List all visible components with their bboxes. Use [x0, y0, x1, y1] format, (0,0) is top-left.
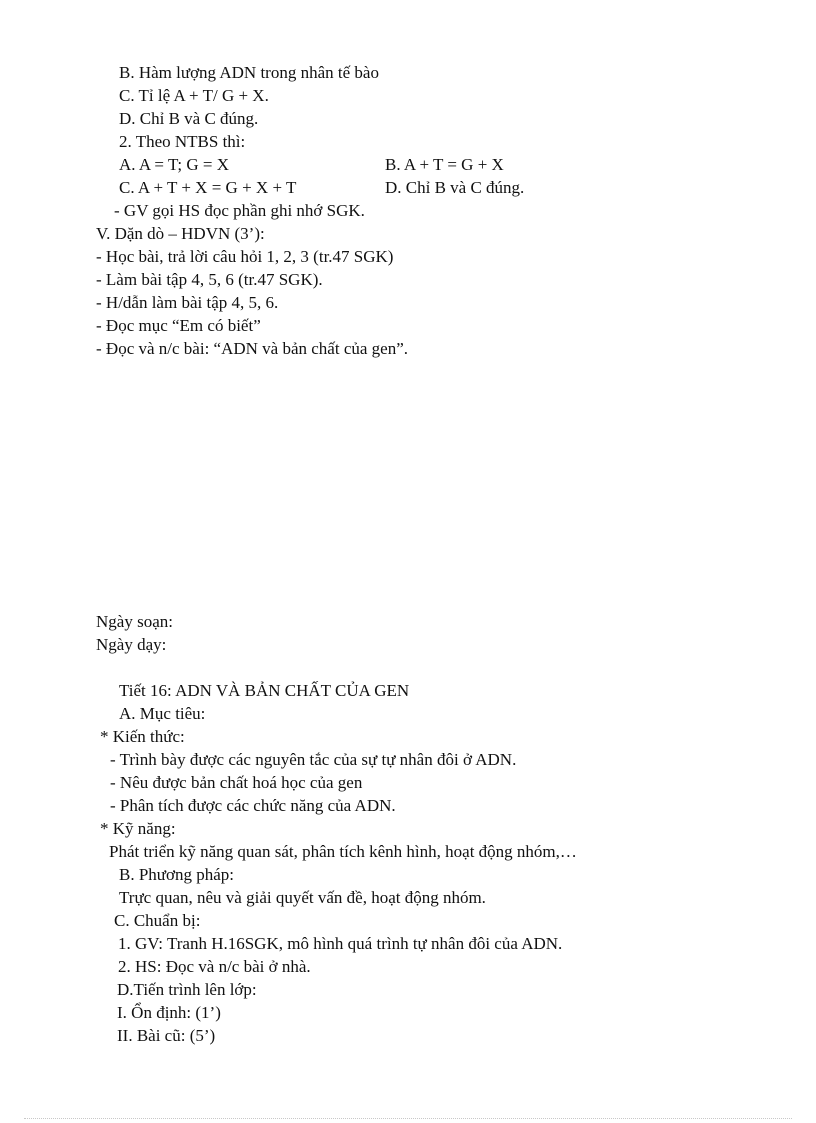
quiz-q2-option-d: D. Chỉ B và C đúng. [385, 178, 525, 197]
quiz-question-2: 2. Theo NTBS thì: [119, 132, 246, 151]
methods-heading: B. Phương pháp: [119, 865, 235, 884]
quiz-option-c: C. Tỉ lệ A + T/ G + X. [119, 86, 269, 105]
preparation-item: 1. GV: Tranh H.16SGK, mô hình quá trình tự nhân đôi của ADN. [118, 934, 563, 953]
knowledge-item: - Nêu được bản chất hoá học của gen [110, 773, 363, 792]
quiz-option-d: D. Chỉ B và C đúng. [119, 109, 259, 128]
knowledge-item: - Trình bày được các nguyên tắc của sự tự nhân đôi ở ADN. [110, 750, 517, 769]
knowledge-item: - Phân tích được các chức năng của ADN. [110, 796, 396, 815]
skills-heading: * Kỹ năng: [100, 819, 176, 838]
quiz-option-b: B. Hàm lượng ADN trong nhân tế bào [119, 63, 379, 82]
quiz-q2-option-a: A. A = T; G = X [119, 155, 230, 174]
knowledge-heading: * Kiến thức: [100, 727, 185, 746]
homework-heading: V. Dặn dò – HDVN (3’): [96, 224, 265, 243]
process-step: II. Bài cũ: (5’) [117, 1026, 216, 1045]
preparation-item: 2. HS: Đọc và n/c bài ở nhà. [118, 957, 311, 976]
teach-date-label: Ngày dạy: [96, 635, 167, 654]
homework-item: - Làm bài tập 4, 5, 6 (tr.47 SGK). [96, 270, 323, 289]
homework-item: - Đọc mục “Em có biết” [96, 316, 261, 335]
skills-text: Phát triển kỹ năng quan sát, phân tích kênh hình, hoạt động nhóm,… [109, 842, 577, 861]
objectives-heading: A. Mục tiêu: [119, 704, 206, 723]
methods-text: Trực quan, nêu và giải quyết vấn đề, hoạt động nhóm. [119, 888, 486, 907]
lesson-title: Tiết 16: ADN VÀ BẢN CHẤT CỦA GEN [119, 681, 410, 700]
homework-item: - H/dẫn làm bài tập 4, 5, 6. [96, 293, 279, 312]
homework-item: - Đọc và n/c bài: “ADN và bản chất của gen”. [96, 339, 409, 358]
homework-item: - Học bài, trả lời câu hỏi 1, 2, 3 (tr.47 SGK) [96, 247, 394, 266]
process-step: I. Ổn định: (1’) [117, 1003, 221, 1022]
prep-date-label: Ngày soạn: [96, 612, 173, 631]
teacher-note: - GV gọi HS đọc phần ghi nhớ SGK. [114, 201, 365, 220]
preparation-heading: C. Chuẩn bị: [114, 911, 201, 930]
page-bottom-rule [24, 1118, 792, 1119]
quiz-q2-option-b: B. A + T = G + X [385, 155, 504, 174]
quiz-q2-option-c: C. A + T + X = G + X + T [119, 178, 297, 197]
process-heading: D.Tiến trình lên lớp: [117, 980, 257, 999]
